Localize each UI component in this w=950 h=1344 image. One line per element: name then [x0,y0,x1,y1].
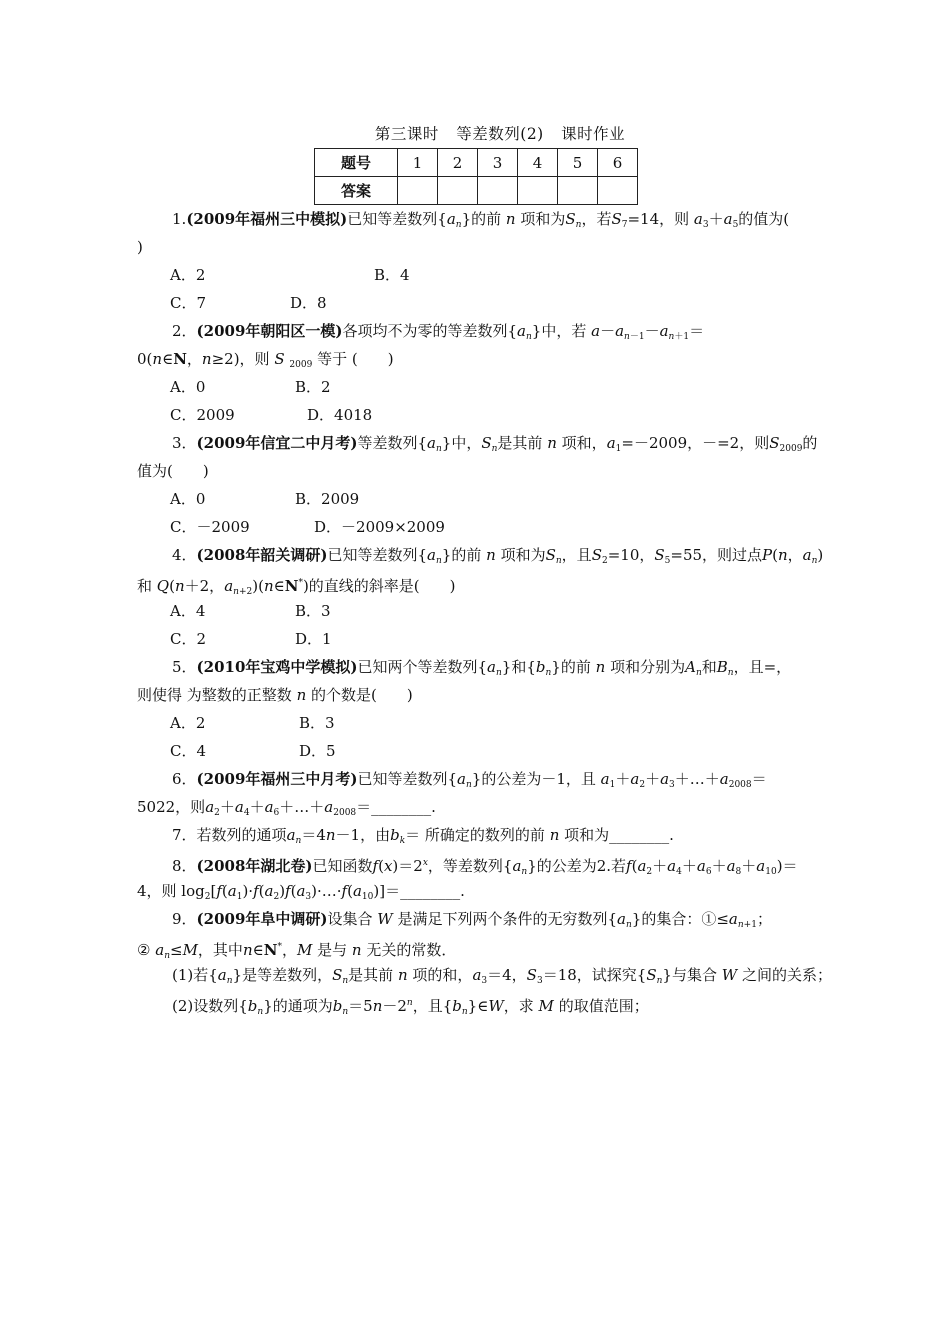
question-9-line2: ② $a_n\le M$，其中n∈N*，M 是与 n 无关的常数． [137,941,457,961]
question-8-line2: 4，则 $\log_2[f(a_1)\cdot f(a_2)f(a_3)\cdot\dots\cdot f(a_{10})]=\_\_\_\_\_\_\_\_$. [137,882,465,902]
question-9: 9．(2009年阜中调研)设集合 W 是满足下列两个条件的无穷数列$\{a_n\}$的集合：$①\le a_{n+1}$； [172,910,772,930]
question-number-label: 题号 [315,149,398,177]
question-6: 6．(2009年福州三中月考)已知等差数列$\{a_n\}$的公差为－1，且 $a_1+a_2+a_3+\dots+a_{2008}=$ [172,770,767,790]
question-source: (2010年宝鸡中学模拟) [196,658,358,676]
q3-option-c: C．－2009 [170,518,250,536]
question-2: 2．(2009年朝阳区一模)各项均不为零的等差数列$\{a_n\}$中，若 $a-a_{n-1}-a_{n+1}=$ [172,322,705,342]
title-topic: 等差数列(2) [456,125,544,143]
q3-option-b: B．2009 [295,490,360,508]
question-source: (2008年湖北卷) [196,857,313,875]
q5-option-d: D．5 [299,742,336,760]
q2-option-d: D．4018 [307,406,373,424]
question-5-line2: 则使得 为整数的正整数 n 的个数是( ) [137,686,413,704]
q5-option-c: C．4 [170,742,207,760]
question-source: (2009年福州三中月考) [196,770,358,788]
answer-cell[interactable] [478,177,518,205]
answer-table-number: 4 [518,149,558,177]
q2-option-a: A．0 [170,378,206,396]
q3-option-a: A．0 [170,490,206,508]
q2-option-b: B．2 [295,378,331,396]
answer-table [314,148,638,205]
question-3-line2: 值为( ) [137,462,209,480]
question-source: (2008年韶关调研) [196,546,328,564]
q1-option-a: A．2 [170,266,206,284]
question-1-close: ) [137,238,143,256]
question-2-line2: 0(n∈N，n≥2)，则 S $_{2009}$ 等于 ( ) [137,350,394,370]
question-1: 1.(2009年福州三中模拟)已知等差数列$\{a_n\}$的前 n 项和为$S_n$，若$S_7=14$，则 $a_3+a_5$的值为( [172,210,790,230]
question-source: (2009年朝阳区一模) [196,322,343,340]
q5-option-a: A．2 [170,714,206,732]
q1-option-c: C．7 [170,294,207,312]
answer-table-answer-row [315,177,638,205]
question-4-line2: 和 Q(n＋2，$a_{n+2})(n\in N^*)$的直线的斜率是( ) [137,577,456,597]
question-9-part-2: (2)设数列$\{b_n\}$的通项为$b_n=5n-2^n$，且$\{b_n\}\in W$，求 M 的取值范围； [172,997,649,1017]
q4-option-a: A．4 [170,602,206,620]
question-source: (2009年福州三中模拟) [186,210,348,228]
q4-option-d: D．1 [295,630,332,648]
q4-option-b: B．3 [295,602,331,620]
title-lesson: 第三课时 [374,125,439,143]
question-source: (2009年信宜二中月考) [196,434,358,452]
q5-option-b: B．3 [299,714,335,732]
answer-cell[interactable] [518,177,558,205]
answer-table-number: 3 [478,149,518,177]
answer-table-number: 1 [398,149,438,177]
answer-label: 答案 [315,177,398,205]
answer-table-number: 2 [438,149,478,177]
question-8: 8．(2008年湖北卷)已知函数$f(x)=2^x$，等差数列$\{a_n\}$的公差为2.若$f(a_2+a_4+a_6+a_8+a_{10})=$ [172,857,798,877]
question-3: 3．(2009年信宜二中月考)等差数列$\{a_n\}$中，$S_n$是其前 n 项和，$a_1=-2009$，－=2，则$S_{2009}$的 [172,434,818,454]
q1-option-d: D．8 [290,294,327,312]
answer-table-number: 5 [558,149,598,177]
title-homework: 课时作业 [561,125,626,143]
answer-cell[interactable] [558,177,598,205]
question-6-line2: 5022，则$a_2+a_4+a_6+\dots+a_{2008}=\_\_\_\_\_\_\_\_$. [137,798,436,818]
answer-cell[interactable] [438,177,478,205]
q2-option-c: C．2009 [170,406,235,424]
answer-table-header-row [315,149,638,177]
answer-cell[interactable] [598,177,638,205]
q1-option-b: B．4 [374,266,410,284]
answer-table-number: 6 [598,149,638,177]
q3-option-d: D．－2009×2009 [314,518,445,536]
question-7: 7．若数列的通项$a_n=4n-1$，由$b_k=$ 所确定的数列的前 n 项和为________. [172,826,674,846]
answer-cell[interactable] [398,177,438,205]
question-source: (2009年阜中调研) [196,910,328,928]
question-5: 5．(2010年宝鸡中学模拟)已知两个等差数列$\{a_n\}$和$\{b_n\}$的前 n 项和分别为$A_n$和$B_n$，且=， [172,658,792,678]
page-title [0,122,950,144]
q4-option-c: C．2 [170,630,207,648]
question-4: 4．(2008年韶关调研)已知等差数列$\{a_n\}$的前 n 项和为$S_n$，且$S_2=10$，$S_5=55$，则过点P(n，$a_n$) [172,546,824,566]
question-9-part-1: (1)若$\{a_n\}$是等差数列，$S_n$是其前 n 项的和，$a_3=4$，$S_3=18$，试探究$\{S_n\}$与集合 W 之间的关系； [172,966,832,986]
